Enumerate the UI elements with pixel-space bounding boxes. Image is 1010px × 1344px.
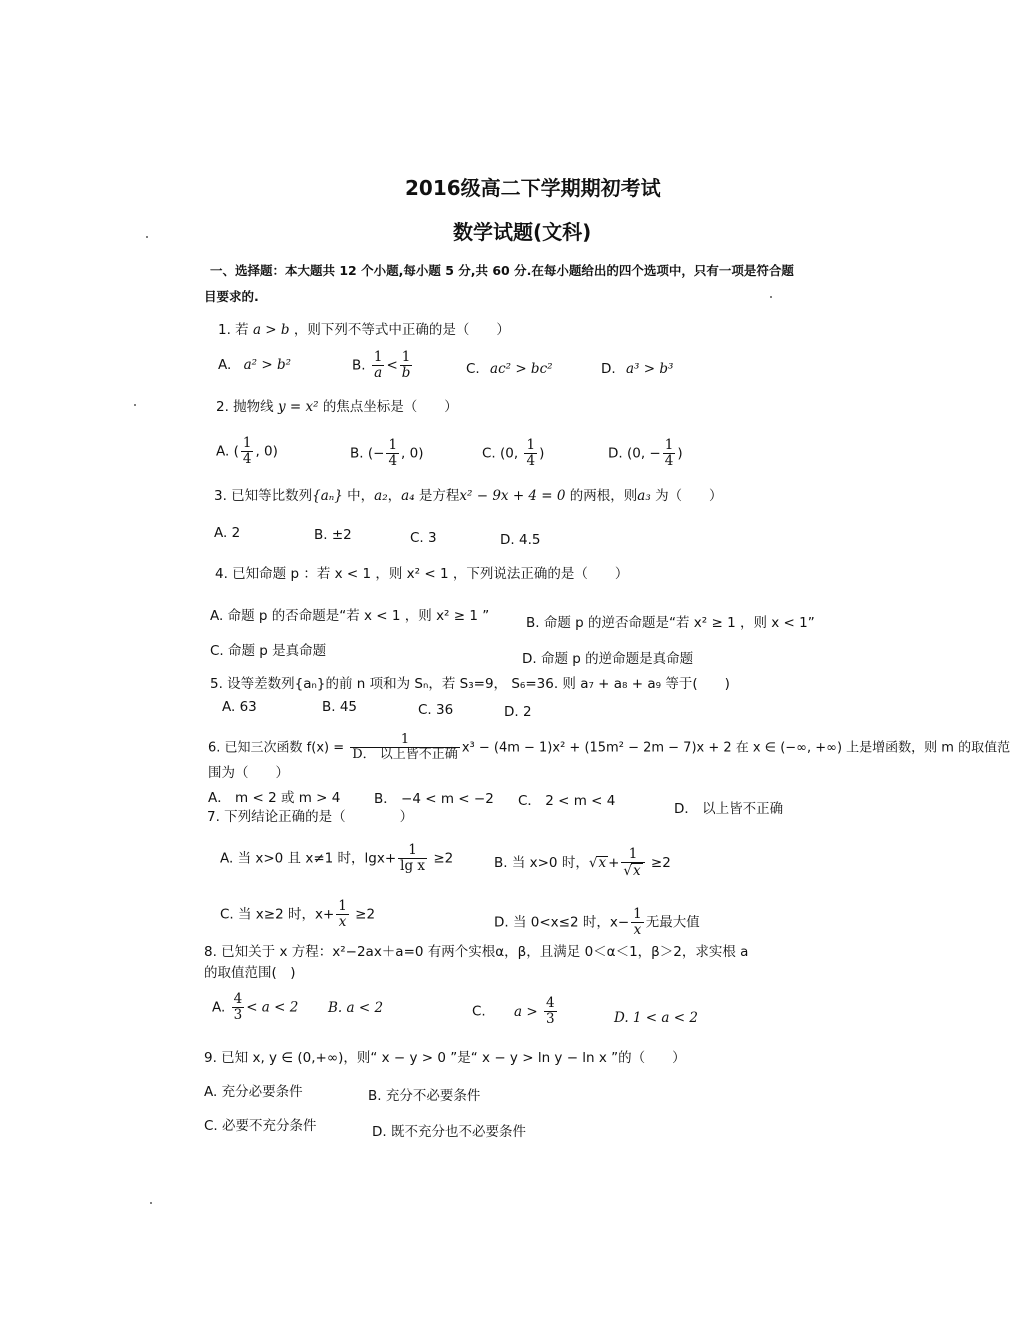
q7-option-c-frac [336, 899, 349, 930]
q3-text-2: 是方程 [418, 488, 460, 504]
fraction-numerator: 1 [526, 437, 536, 453]
q6-fraction [350, 733, 460, 763]
fraction-denominator: 4 [664, 452, 674, 469]
q6-stem-line2: 围为（ ） [208, 765, 289, 781]
q2-option-a-open: ( [233, 443, 239, 460]
q8-option-a-expr: < a < 2 [246, 999, 299, 1016]
q3-prefix: 3. 已知等比数列 [214, 488, 313, 504]
q8-option-b: B. a < 2 [328, 1000, 384, 1016]
question-9-stem: 9. 已知 x, y ∈ (0,+∞)，则“ x − y > 0 ”是“ x − y > ln y − ln x ”的（ ） [204, 1050, 686, 1066]
q2-option-d-open: (0, − [626, 445, 661, 462]
scan-speck [146, 236, 148, 238]
q7-option-d [494, 907, 700, 938]
fraction-numerator: 1 [400, 350, 413, 366]
q2-option-b-label: B. [350, 445, 364, 462]
q6-option-c: C． 2 < m < 4 [518, 793, 616, 809]
q5-option-b: B. 45 [322, 699, 358, 715]
fraction-denominator: x [633, 921, 642, 938]
q1-option-d-label: D. [601, 361, 616, 377]
q1-option-a [218, 359, 291, 373]
q8-option-a-frac [232, 992, 245, 1023]
fraction-numerator: 4 [233, 991, 243, 1007]
fraction-numerator: 1 [350, 733, 460, 748]
q2-option-b-open: (− [367, 445, 385, 462]
fraction-denominator: 4 [388, 452, 398, 469]
fraction-numerator: 1 [338, 898, 347, 914]
q7-option-d-frac [631, 907, 644, 938]
q3-term-a2: a₂ [374, 488, 388, 504]
scan-speck [134, 404, 136, 406]
q9-option-c: C. 必要不充分条件 [204, 1118, 317, 1134]
q4-option-a: A. 命题 p 的否命题是“若 x < 1 ，则 x² ≥ 1 ” [210, 608, 490, 624]
q2-option-d-close: ) [677, 445, 683, 462]
q3-term-a4: a₄ [401, 488, 415, 504]
q2-option-d-label: D. [608, 445, 623, 462]
q6-prefix: 6. 已知三次函数 f(x) = [208, 740, 349, 756]
q2-option-d [608, 438, 683, 469]
q7-option-a-frac [398, 843, 427, 874]
fraction-numerator: 1 [373, 349, 383, 365]
fraction-denominator: 3 [233, 1006, 243, 1023]
q6-option-d: D． 以上皆不正确 [674, 801, 784, 817]
fraction-denominator: a [374, 364, 383, 381]
fraction-denominator: 4 [242, 450, 252, 467]
q7-option-a-suffix: ≥2 [429, 850, 454, 867]
q8-option-c [472, 996, 559, 1027]
q3-comma: ， [387, 488, 402, 504]
section-heading-line1: 一、选择题：本大题共 12 个小题,每小题 5 分,共 60 分.在每小题给出的四个选项中，只有一项是符合题 [210, 263, 794, 278]
fraction-denominator: x [338, 913, 347, 930]
q2-option-b-frac [386, 438, 399, 469]
q2-option-c [482, 438, 544, 469]
q7-option-b-frac-root: x [632, 862, 641, 879]
q2-option-a-close: , 0) [255, 443, 278, 460]
q7-option-b-frac [621, 847, 644, 879]
q2-option-c-frac [524, 438, 537, 469]
q2-prefix: 2. 抛物线 [216, 399, 274, 415]
q6-option-b: B． −4 < m < −2 [374, 791, 494, 807]
fraction-denominator: 3 [545, 1010, 555, 1027]
q2-option-c-label: C. [482, 445, 496, 462]
q7-option-c [220, 899, 375, 930]
q3-text-3: 的两根，则 [569, 488, 638, 504]
q8-option-c-expr: a > [514, 1003, 542, 1020]
fraction-numerator: 1 [621, 847, 644, 863]
q1-option-b-frac2 [400, 350, 413, 381]
q1-suffix: ，则下列不等式中正确的是（ ） [293, 322, 510, 338]
q2-option-a-label: A. [216, 443, 230, 460]
q1-option-d [601, 363, 673, 377]
q7-option-d-text: D. 当 0<x≤2 时，x− [494, 914, 630, 931]
q1-option-b-operator: < [386, 357, 398, 374]
q4-option-d: D. 命题 p 的逆命题是真命题 [522, 651, 694, 667]
question-6-stem [208, 733, 1010, 763]
q3-text-1: 中， [347, 488, 375, 504]
q5-option-d: D. 2 [504, 704, 532, 720]
fraction-numerator: 1 [398, 843, 427, 859]
q3-option-d: D. 4.5 [500, 532, 541, 548]
fraction-denominator: D． 以上皆不正确 [352, 747, 458, 763]
q1-prefix: 1. 若 [218, 322, 249, 338]
q4-option-b: B. 命题 p 的逆否命题是“若 x² ≥ 1 ，则 x < 1” [526, 615, 815, 631]
q3-sequence: {aₙ} [312, 488, 343, 504]
fraction-numerator: 1 [633, 906, 642, 922]
q2-option-a [216, 436, 278, 467]
q1-option-a-label: A. [218, 357, 232, 373]
fraction-numerator: 4 [545, 995, 555, 1011]
q2-option-c-close: ) [539, 445, 545, 462]
fraction-denominator: √x [623, 862, 641, 879]
q4-option-c: C. 命题 p 是真命题 [210, 643, 327, 659]
fraction-denominator: lg x [400, 857, 426, 874]
question-2-stem [216, 401, 458, 415]
q7-option-b: B. 当 x>0 时，√x + $\frac{1}{√x}$ ≥2 [494, 846, 671, 879]
q8-option-c-frac [544, 996, 557, 1027]
q7-option-d-suffix: 无最大值 [645, 914, 700, 931]
q1-option-d-expr: a³ > b³ [625, 361, 674, 377]
q7-option-b-text: B. 当 x>0 时， [494, 855, 589, 872]
fraction-denominator: 4 [526, 452, 536, 469]
q2-option-d-frac [663, 438, 676, 469]
q6-suffix: x³ − (4m − 1)x² + (15m² − 2m − 7)x + 2 在 x ∈ (−∞, +∞) 上是增函数，则 m 的取值范 [461, 740, 1010, 756]
q3-suffix: 为（ ） [655, 488, 723, 504]
q1-option-b [352, 350, 414, 381]
q3-equation: x² − 9x + 4 = 0 [459, 488, 566, 504]
q9-option-b: B. 充分不必要条件 [368, 1088, 481, 1104]
fraction-numerator: 1 [242, 435, 252, 451]
fraction-numerator: 1 [664, 437, 674, 453]
q5-option-c: C. 36 [418, 702, 454, 718]
q9-option-d: D. 既不充分也不必要条件 [372, 1124, 526, 1140]
q2-suffix: 的焦点坐标是（ ） [322, 399, 458, 415]
section-heading-line2: 目要求的. [204, 289, 259, 304]
question-8-stem-line2: 的取值范围( ) [204, 965, 296, 981]
q2-option-b [350, 438, 424, 469]
q2-option-a-frac [241, 436, 254, 467]
q9-option-a: A. 充分必要条件 [204, 1084, 303, 1100]
q1-option-b-frac1 [372, 350, 385, 381]
q1-condition: a > b [252, 322, 290, 338]
question-1-stem [218, 324, 510, 338]
fraction-denominator: b [401, 364, 411, 381]
q3-option-a: A. 2 [214, 525, 241, 541]
question-5-stem: 5. 设等差数列{aₙ}的前 n 项和为 Sₙ，若 S₃=9， S₆=36. 则 a₇ + a₈ + a₉ 等于( ) [210, 676, 730, 692]
q3-option-c: C. 3 [410, 530, 437, 546]
scan-speck [770, 296, 772, 298]
q2-expression: y = x² [277, 399, 319, 415]
scan-speck [150, 1202, 152, 1204]
q8-option-a-label: A. [212, 999, 226, 1016]
q6-option-a: A． m < 2 或 m > 4 [208, 790, 341, 806]
q7-option-b-root: x [598, 855, 607, 872]
q1-option-c [466, 363, 553, 377]
q2-option-c-open: (0, [500, 445, 523, 462]
q1-option-a-expr: a² > b² [243, 357, 292, 373]
q8-option-c-label: C. [472, 1003, 486, 1020]
q1-option-c-expr: ac² > bc² [490, 361, 553, 377]
exam-title: 2016级高二下学期期初考试 [405, 176, 661, 200]
q7-option-c-text: C. 当 x≥2 时，x+ [220, 906, 335, 923]
q3-term-a3: a₃ [637, 488, 651, 504]
question-4-stem: 4. 已知命题 p ：若 x < 1 ，则 x² < 1 ，下列说法正确的是（ ） [215, 566, 629, 582]
q7-option-b-suffix: ≥2 [646, 855, 671, 872]
q8-option-d: D. 1 < a < 2 [614, 1010, 698, 1026]
q3-option-b: B. ±2 [314, 527, 352, 543]
question-8-stem-line1: 8. 已知关于 x 方程：x²−2ax＋a=0 有两个实根α，β，且满足 0＜α＜1，β＞2，求实根 a [204, 944, 749, 960]
q7-option-b-plus: + [608, 855, 620, 872]
q8-option-a [212, 992, 298, 1023]
q5-option-a: A. 63 [222, 699, 257, 715]
exam-subtitle: 数学试题(文科) [453, 220, 592, 244]
fraction-numerator: 1 [388, 437, 398, 453]
q1-option-c-label: C. [466, 361, 480, 377]
q7-option-c-suffix: ≥2 [350, 906, 376, 923]
q2-option-b-close: , 0) [401, 445, 424, 462]
question-3-stem [214, 490, 723, 504]
q7-option-a-text: A. 当 x>0 且 x≠1 时，lgx+ [220, 850, 397, 867]
q7-option-a [220, 843, 453, 874]
question-7-stem: 7. 下列结论正确的是（ ） [207, 809, 414, 825]
q1-option-b-label: B. [352, 357, 366, 374]
